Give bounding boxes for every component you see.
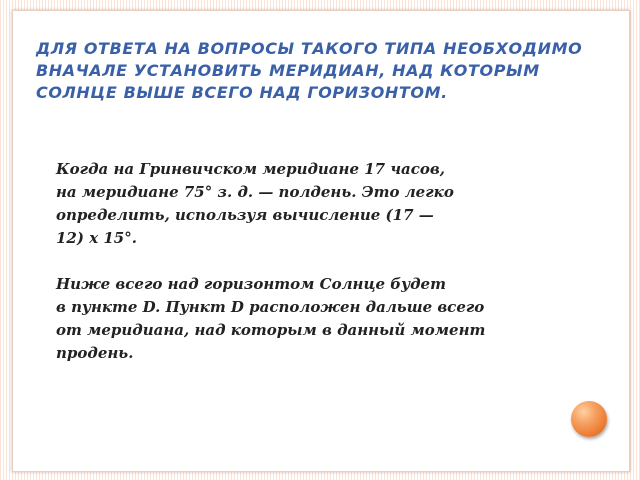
body-paragraph-2: Ниже всего над горизонтом Солнце будет в пункте D. Пункт D расположен дальше всего от меридиана, над которым в данный момент продень.	[56, 275, 486, 362]
body-paragraph-1: Когда на Гринвичском меридиане 17 часов, на меридиане 75° з. д. — полдень. Это легко определить, используя вычисление (17 — 12) х 15°.	[56, 160, 454, 247]
orange-circle-icon	[571, 401, 607, 437]
slide-title: ДЛЯ ОТВЕТА НА ВОПРОСЫ ТАКОГО ТИПА НЕОБХОДИМО ВНАЧАЛЕ УСТАНОВИТЬ МЕРИДИАН, НАД КОТОРЫМ СОЛНЦЕ ВЫШЕ ВСЕГО НАД ГОРИЗОНТОМ.	[36, 39, 583, 102]
slide-body	[56, 158, 616, 365]
